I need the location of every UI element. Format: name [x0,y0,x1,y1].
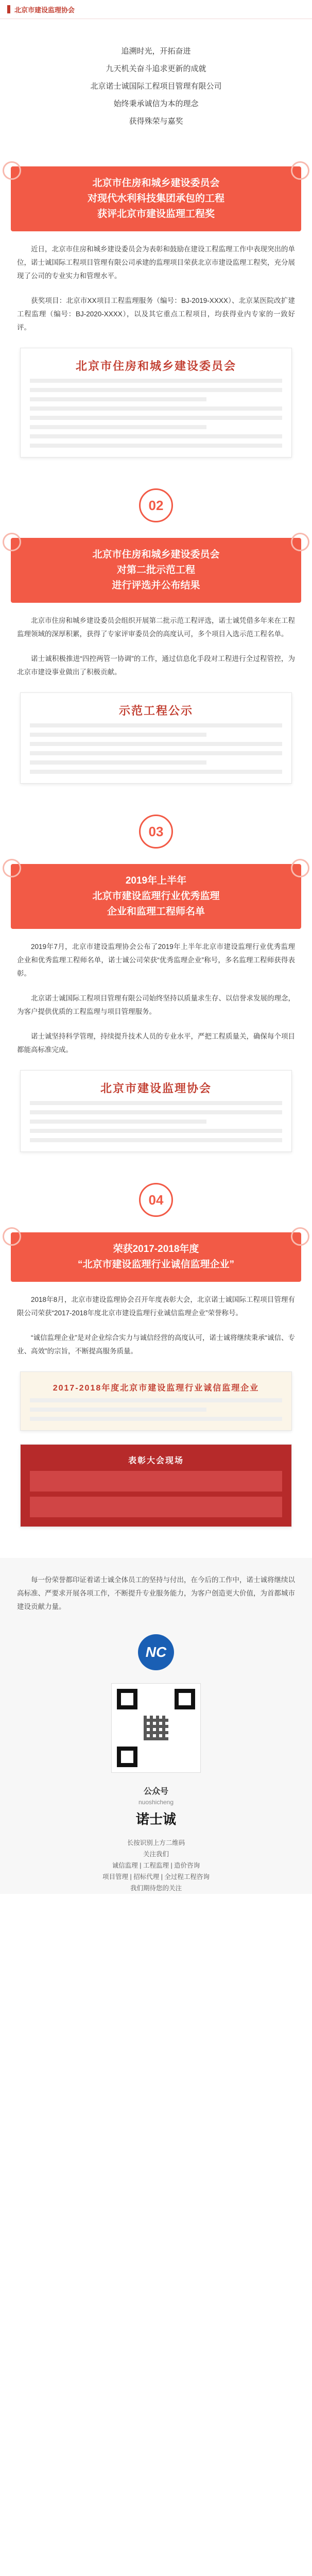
document-line [30,1120,206,1124]
document-line [30,1417,282,1421]
section-document-image [20,348,292,457]
document-line [30,416,282,420]
document-line [30,1101,282,1105]
document-line [30,760,206,765]
footer-line: 我们期待您的关注 [130,1885,182,1892]
footer-line: 项目管理 | 招标代理 | 全过程工程咨询 [102,1873,210,1880]
official-account-id: nuoshicheng [138,1799,174,1806]
header-tag: 北京市建设监理协会 [14,6,75,14]
section-paragraph: 获奖项目：北京市XX项目工程监理服务（编号：BJ-2019-XXXX）、北京某医院改扩建工程监理（编号：BJ-2020-XXXX），以及其它重点工程项目，均获得业内专家的一致好评。 [17,297,295,331]
qr-corner [117,1747,137,1767]
section-title-band: 2019年上半年 北京市建设监理行业优秀监理 企业和监理工程师名单 [11,864,301,929]
section-title-band: 北京市住房和城乡建设委员会 对现代水利科技集团承包的工程 获评北京市建设监理工程奖 [11,166,301,231]
footer-line: 长按识别上方二维码 [127,1839,185,1846]
section-paragraph: 诺士诚积极推进“四控两管一协调”的工作，通过信息化手段对工程进行全过程管控，为北京市建设事业做出了积极贡献。 [17,655,295,676]
certificate-title: 2017-2018年度北京市建设监理行业诚信监理企业 [53,1384,259,1393]
qr-corner [175,1689,195,1709]
company-logo: NC [138,1634,174,1670]
section-paragraph: 诺士诚坚持科学管理，持续提升技术人员的专业水平，严把工程质量关，确保每个项目都能高标准完成。 [17,1032,295,1054]
section-certificate-image [20,1371,292,1431]
section-title-band: 北京市住房和城乡建设委员会 对第二批示范工程 进行评选并公布结果 [11,538,301,603]
document-line [30,425,206,429]
section-title-band: 荣获2017-2018年度 “北京市建设监理行业诚信监理企业” [11,1232,301,1282]
footer-block [0,1558,312,1894]
intro-line: 九天机关奋斗追求更新的成就 [106,64,206,73]
qr-corner [117,1689,137,1709]
qr-modules [144,1716,168,1740]
document-line [30,444,282,448]
document-line [30,1497,282,1517]
footer-contact [0,1837,312,1894]
intro-line: 获得殊荣与嘉奖 [129,117,183,126]
header-accent-mark [7,5,10,13]
document-line [30,397,206,401]
section-number-badge: 04 [139,1183,173,1217]
footer-line: 关注我们 [143,1851,169,1858]
footer-line: 诚信监理 | 工程监理 | 造价咨询 [112,1862,200,1869]
section-paragraph: 2018年8月，北京市建设监理协会召开年度表彰大会，北京诺士诚国际工程项目管理有限公司荣获“2017-2018年度北京市建设监理行业诚信监理企业”荣誉称号。 [17,1296,295,1317]
document-line [30,1471,282,1492]
intro-line: 始终秉承诚信为本的理念 [113,99,199,108]
section-paragraph: 北京诺士诚国际工程项目管理有限公司始终坚持以质量求生存、以信誉求发展的理念，为客户提供优质的工程监理与项目管理服务。 [17,994,295,1015]
official-account-label: 公众号 [143,1787,168,1796]
document-line [30,388,282,392]
document-line [30,379,282,383]
section-number-badge: 03 [139,815,173,849]
document-line [30,434,282,438]
footer-text: 每一份荣誉都印证着诺士诚全体员工的坚持与付出，在今后的工作中，诺士诚将继续以高标准、严要求开展各项工作，不断提升专业服务能力，为客户创造更大价值，为首都城市建设贡献力量。 [17,1576,295,1611]
section-paragraph: 近日，北京市住房和城乡建设委员会为表彰和鼓励在建设工程监理工作中表现突出的单位，诺士诚国际工程项目管理有限公司承建的监理项目荣获北京市建设监理工程奖，充分展现了公司的专业实力和管理水平。 [17,245,295,280]
intro-block [0,43,312,130]
section-paragraph: 2019年7月，北京市建设监理协会公布了2019年上半年北京市建设监理行业优秀监理企业和优秀监理工程师名单，诺士诚公司荣获“优秀监理企业”称号，多名监理工程师获得表彰。 [17,943,295,977]
section-number-badge: 02 [139,488,173,522]
intro-line: 北京诺士诚国际工程项目管理有限公司 [90,82,222,91]
document-title: 示范工程公示 [118,704,193,717]
document-line [30,723,282,727]
document-title: 北京市住房和城乡建设委员会 [75,360,236,372]
qr-code[interactable] [112,1684,200,1772]
document-line [30,742,282,746]
document-line [30,1398,282,1402]
section-document-image [20,1070,292,1152]
section-paragraph: “诚信监理企业”是对企业综合实力与诚信经营的高度认可，诺士诚将继续秉承“诚信、专业、高效”的宗旨，不断提高服务质量。 [17,1334,295,1355]
document-line [30,1129,282,1133]
section-event-photo [20,1444,292,1527]
document-line [30,1408,206,1412]
intro-line: 追溯时光，开拓奋进 [121,47,191,56]
section-paragraph: 北京市住房和城乡建设委员会组织开展第二批示范工程评选，诺士诚凭借多年来在工程监理领域的深厚积累，获得了专家评审委员会的高度认可，多个项目入选示范工程名单。 [17,617,295,638]
official-account-name: 诺士诚 [135,1811,176,1827]
top-header [0,0,312,19]
document-line [30,770,282,774]
document-line [30,1138,282,1142]
document-line [30,406,282,411]
section-document-image [20,692,292,784]
document-line [30,1110,282,1114]
document-line [30,733,206,737]
event-photo-caption: 表彰大会现场 [128,1456,184,1465]
document-line [30,751,282,755]
document-title: 北京市建设监理协会 [100,1082,212,1095]
